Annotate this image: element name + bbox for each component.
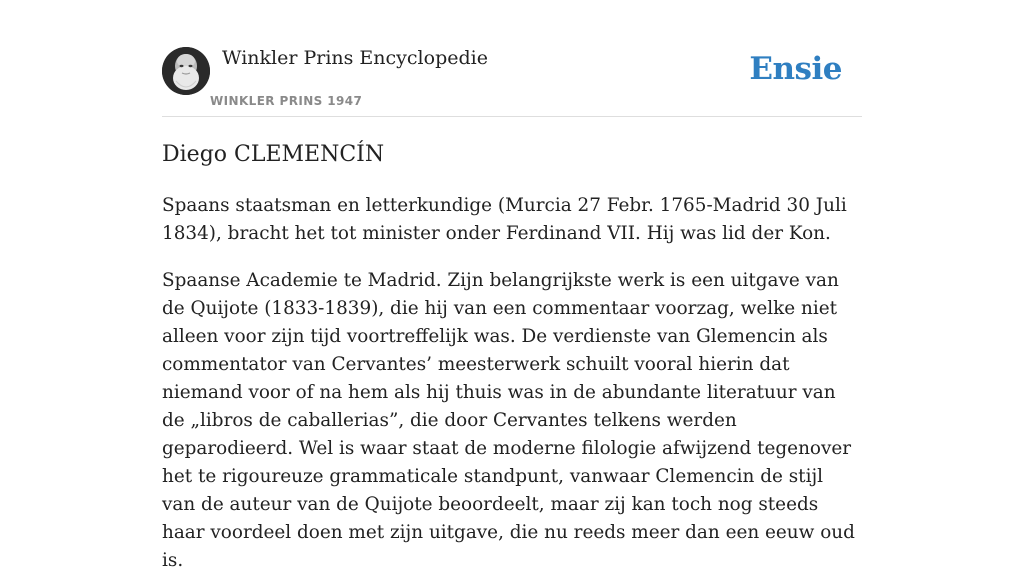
- page: [162, 0, 862, 571]
- bearded-man-portrait-icon: [162, 47, 210, 95]
- entry-paragraph: Spaanse Academie te Madrid. Zijn belangrijkste werk is een uitgave van de Quijote (1833-1839), die hij van een commentaar voorzag, welke niet alleen voor zijn tijd voortreffelijk was. De verdienste van Glemencin als commentator van Cervantes’ meesterwerk schuilt vooral hierin dat niemand voor of na hem als hij thuis was in de abundante literatuur van de „libros de caballerias”, die door Cervantes telkens werden geparodieerd. Wel is waar staat de moderne filologie afwijzend tegenover het te rigoureuze grammaticale standpunt, vanwaar Clemencin de stijl van de auteur van de Quijote beoordeelt, maar zij kan toch nog steeds haar voordeel doen met zijn uitgave, die nu reeds meer dan een eeuw oud is.: [162, 270, 855, 571]
- brand-logo[interactable]: Ensie: [749, 51, 842, 87]
- entry-paragraph: Spaans staatsman en letterkundige (Murcia 27 Febr. 1765-Madrid 30 Juli 1834), bracht het tot minister onder Ferdinand VII. Hij was lid der Kon.: [162, 195, 847, 244]
- site-title[interactable]: Winkler Prins Encyclopedie: [222, 47, 488, 69]
- entry-title: Diego CLEMENCÍN: [162, 142, 385, 167]
- header: [162, 0, 862, 117]
- site-subtitle: WINKLER PRINS 1947: [210, 94, 363, 108]
- avatar[interactable]: [162, 47, 210, 95]
